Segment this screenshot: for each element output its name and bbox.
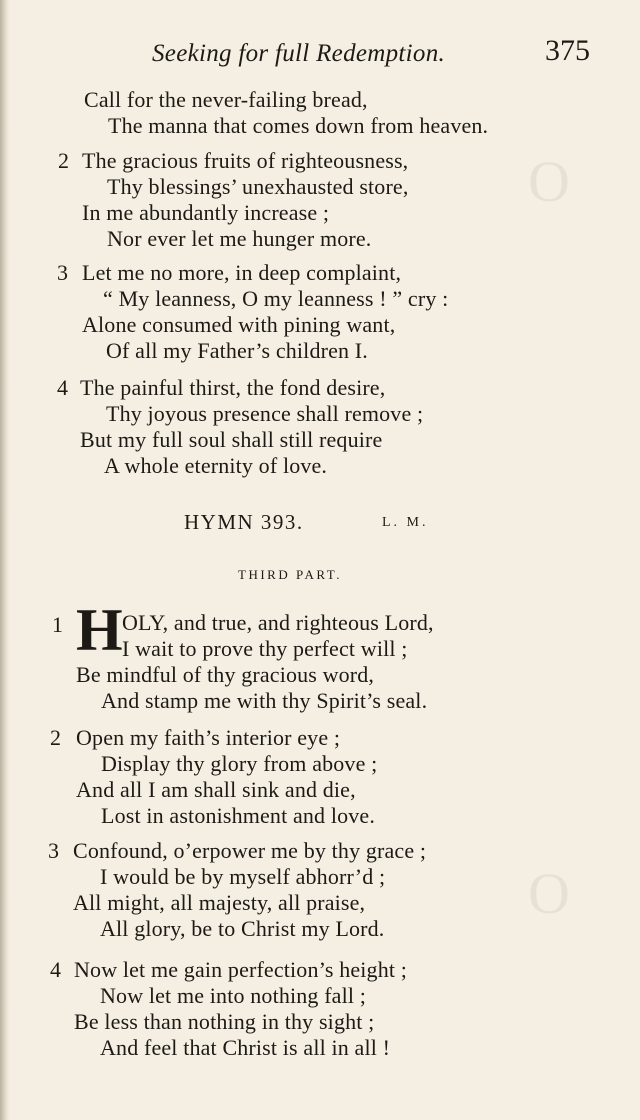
verse-line: Thy blessings’ unexhausted store,: [107, 174, 409, 199]
verse-line: I would be by myself abhorr’d ;: [100, 864, 386, 889]
verse-line: Let me no more, in deep complaint,: [82, 260, 402, 285]
verse-line: Be less than nothing in thy sight ;: [74, 1009, 375, 1034]
verse-line: All glory, be to Christ my Lord.: [100, 916, 385, 941]
verse-line: A whole eternity of love.: [104, 453, 328, 478]
verse-line: Now let me into nothing fall ;: [100, 983, 367, 1008]
verse-line: Be mindful of thy gracious word,: [76, 662, 375, 687]
verse-line: Of all my Father’s children I.: [106, 338, 368, 363]
verse-line: And stamp me with thy Spirit’s seal.: [101, 688, 428, 713]
verse-line: Now let me gain perfection’s height ;: [74, 957, 408, 982]
verse-line: Alone consumed with pining want,: [82, 312, 396, 337]
verse-line: And feel that Christ is all in all !: [100, 1035, 391, 1060]
hymn-title: HYMN 393.: [184, 510, 304, 534]
verse-number: 3: [57, 260, 68, 285]
verse-number: 2: [58, 148, 69, 173]
verse-number: 4: [57, 375, 68, 400]
verse-line: But my full soul shall still require: [80, 427, 383, 452]
verse-line: Open my faith’s interior eye ;: [76, 725, 341, 750]
verse-line: Confound, o’erpower me by thy grace ;: [73, 838, 427, 863]
hymn-meter: L. M.: [382, 515, 429, 530]
verse-line: Lost in astonishment and love.: [101, 803, 375, 828]
verse-line: The painful thirst, the fond desire,: [80, 375, 386, 400]
verse-line: And all I am shall sink and die,: [76, 777, 356, 802]
verse-line: The gracious fruits of righteousness,: [82, 148, 409, 173]
verse-line: “ My leanness, O my leanness ! ” cry :: [103, 286, 449, 311]
verse-line: All might, all majesty, all praise,: [73, 890, 366, 915]
running-title: Seeking for full Redemption.: [152, 40, 446, 67]
verse-number: 1: [52, 612, 63, 637]
verse-number: 3: [48, 838, 59, 863]
verse-line: Call for the never-failing bread,: [84, 87, 368, 112]
hymn-part: THIRD PART.: [238, 567, 343, 582]
verse-line: In me abundantly increase ;: [82, 200, 330, 225]
drop-cap: H: [76, 597, 123, 663]
verse-line: Nor ever let me hunger more.: [107, 226, 372, 251]
page-number: 375: [545, 34, 590, 67]
verse-line: Thy joyous presence shall remove ;: [106, 401, 424, 426]
verse-line: OLY, and true, and righteous Lord,: [122, 610, 434, 635]
verse-line: I wait to prove thy perfect will ;: [122, 636, 408, 661]
verse-line: Display thy glory from above ;: [101, 751, 378, 776]
bleed-through: O O: [528, 149, 570, 926]
verse-line: The manna that comes down from heaven.: [108, 113, 489, 138]
verse-number: 4: [50, 957, 61, 982]
verse-number: 2: [50, 725, 61, 750]
